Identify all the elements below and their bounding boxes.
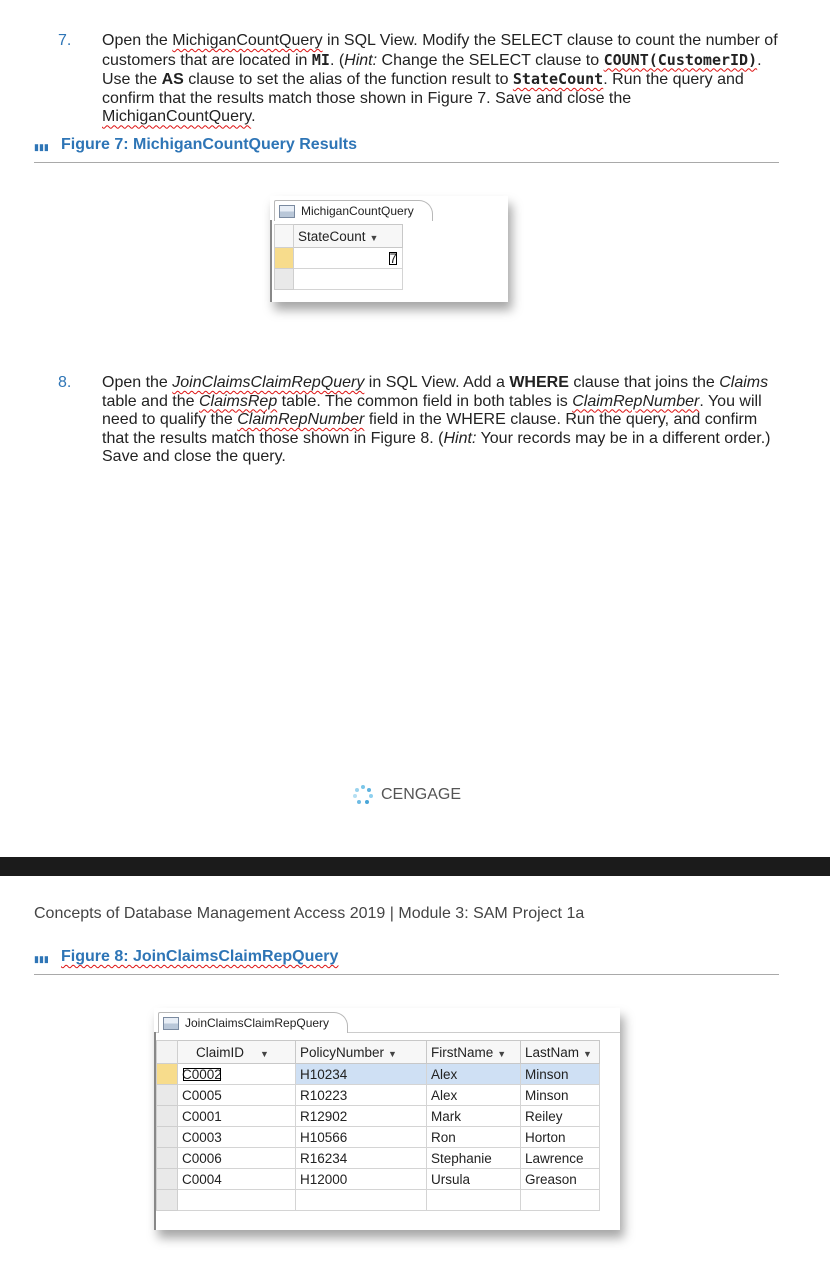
dropdown-arrow-icon[interactable]: ▼ [497,1048,507,1059]
record-selector[interactable] [157,1127,178,1148]
header-row [157,1041,600,1064]
table-cell[interactable]: Alex [427,1085,521,1106]
step-8 [58,374,788,467]
table-cell[interactable]: R16234 [296,1148,427,1169]
table-cell[interactable]: Horton [521,1127,600,1148]
record-selector[interactable] [157,1106,178,1127]
record-selector[interactable] [157,1064,178,1085]
dropdown-arrow-icon[interactable]: ▼ [583,1048,592,1059]
select-all[interactable] [157,1041,178,1064]
table-row[interactable] [157,1085,600,1106]
table-cell[interactable]: Minson [521,1064,600,1085]
table-cell[interactable]: Stephanie [427,1148,521,1169]
step-7 [58,32,788,127]
new-record-selector[interactable] [157,1190,178,1211]
dropdown-arrow-icon[interactable]: ▼ [260,1048,269,1059]
step-8-text: Open the JoinClaimsClaimRepQuery in SQL View. Add a WHERE clause that joins the Claims table and the ClaimsRep table. The common field in both tables is ClaimRepNumber. You will need to qualify the ClaimRepNumber field in the WHERE clause. Run the query, and confirm that the results match those shown in Figure 8. (Hint: Your records may be in a different order.) Save and close the query. [102,374,771,466]
column-header-firstname[interactable]: FirstName ▼ [427,1041,521,1064]
table-cell[interactable]: C0005 [178,1085,296,1106]
new-record-cell[interactable] [521,1190,600,1211]
column-header[interactable]: StateCount ▼ [294,225,403,248]
figure-7-screenshot [270,196,508,302]
select-all[interactable] [275,225,294,248]
table-cell[interactable]: R12902 [296,1106,427,1127]
brand-name: CENGAGE [381,786,462,803]
figure-7-title: Figure 7: MichiganCountQuery Results [61,136,358,153]
table-cell[interactable]: H10566 [296,1127,427,1148]
chart-icon: ▮▮▮ [34,954,49,964]
cengage-logo-icon [352,784,374,806]
step-7-text: Open the MichiganCountQuery in SQL View. Modify the SELECT clause to count the number of customers that are located in MI. (Hint: Change the SELECT clause to COUNT(CustomerID). Use the AS clause to set the alias of the function result to StateCount. Run the query and confirm that the results match those shown in Figure 7. Save and close the MichiganCountQuery. [102,32,778,126]
query-name: MichiganCountQuery [172,32,323,49]
new-record-selector[interactable] [275,269,294,290]
page-separator [0,857,830,876]
table-row[interactable] [157,1064,600,1085]
dropdown-arrow-icon[interactable]: ▼ [369,232,379,243]
table-cell[interactable]: Reiley [521,1106,600,1127]
query-tab-bar [270,196,508,220]
table-cell[interactable]: Minson [521,1085,600,1106]
table-cell[interactable]: C0001 [178,1106,296,1127]
query-icon [279,205,295,218]
record-selector[interactable] [157,1148,178,1169]
query-tab[interactable] [158,1012,348,1033]
query-tab[interactable] [274,200,433,221]
table-cell[interactable]: C0003 [178,1127,296,1148]
table-cell[interactable]: H12000 [296,1169,427,1190]
table-cell[interactable]: Mark [427,1106,521,1127]
query-tab-label: MichiganCountQuery [301,204,414,218]
column-header-claimid[interactable]: ClaimID ▼ [178,1041,296,1064]
new-record-cell[interactable] [296,1190,427,1211]
table-cell[interactable]: R10223 [296,1085,427,1106]
table-row[interactable] [157,1106,600,1127]
figure-8-screenshot [154,1008,620,1230]
record-selector[interactable] [275,248,294,269]
dropdown-arrow-icon[interactable]: ▼ [388,1048,397,1059]
new-record-cell[interactable] [178,1190,296,1211]
query-tab-bar [154,1008,620,1033]
column-header-lastname[interactable]: LastNam ▼ [521,1041,600,1064]
query-icon [163,1017,179,1030]
record-selector[interactable] [157,1169,178,1190]
figure-8-heading [34,948,779,975]
record-selector[interactable] [157,1085,178,1106]
table-cell[interactable]: Greason [521,1169,600,1190]
table-cell[interactable]: Alex [427,1064,521,1085]
step-number: 7. [58,32,72,49]
table-cell[interactable]: C0004 [178,1169,296,1190]
table-cell[interactable]: H10234 [296,1064,427,1085]
datasheet-grid [156,1040,600,1211]
table-cell[interactable]: Ursula [427,1169,521,1190]
table-cell[interactable]: 7 [294,248,403,269]
table-cell[interactable]: C0002 [178,1064,296,1085]
figure-7-heading [34,136,779,163]
column-header-policynumber[interactable]: PolicyNumber ▼ [296,1041,427,1064]
table-row[interactable] [157,1169,600,1190]
table-cell[interactable]: C0006 [178,1148,296,1169]
table-cell[interactable]: Lawrence [521,1148,600,1169]
new-record-cell[interactable] [427,1190,521,1211]
table-row[interactable] [157,1148,600,1169]
chart-icon: ▮▮▮ [34,142,49,152]
table-row[interactable] [157,1127,600,1148]
datasheet-grid [274,224,403,290]
cengage-logo [352,784,461,806]
page-header-text: Concepts of Database Management Access 2019 | Module 3: SAM Project 1a [34,905,585,922]
query-tab-label: JoinClaimsClaimRepQuery [185,1016,330,1030]
new-record-cell[interactable] [294,269,403,290]
table-cell[interactable]: Ron [427,1127,521,1148]
step-number: 8. [58,374,72,391]
new-record-row[interactable] [157,1190,600,1211]
figure-8-title: Figure 8: JoinClaimsClaimRepQuery [61,948,339,965]
